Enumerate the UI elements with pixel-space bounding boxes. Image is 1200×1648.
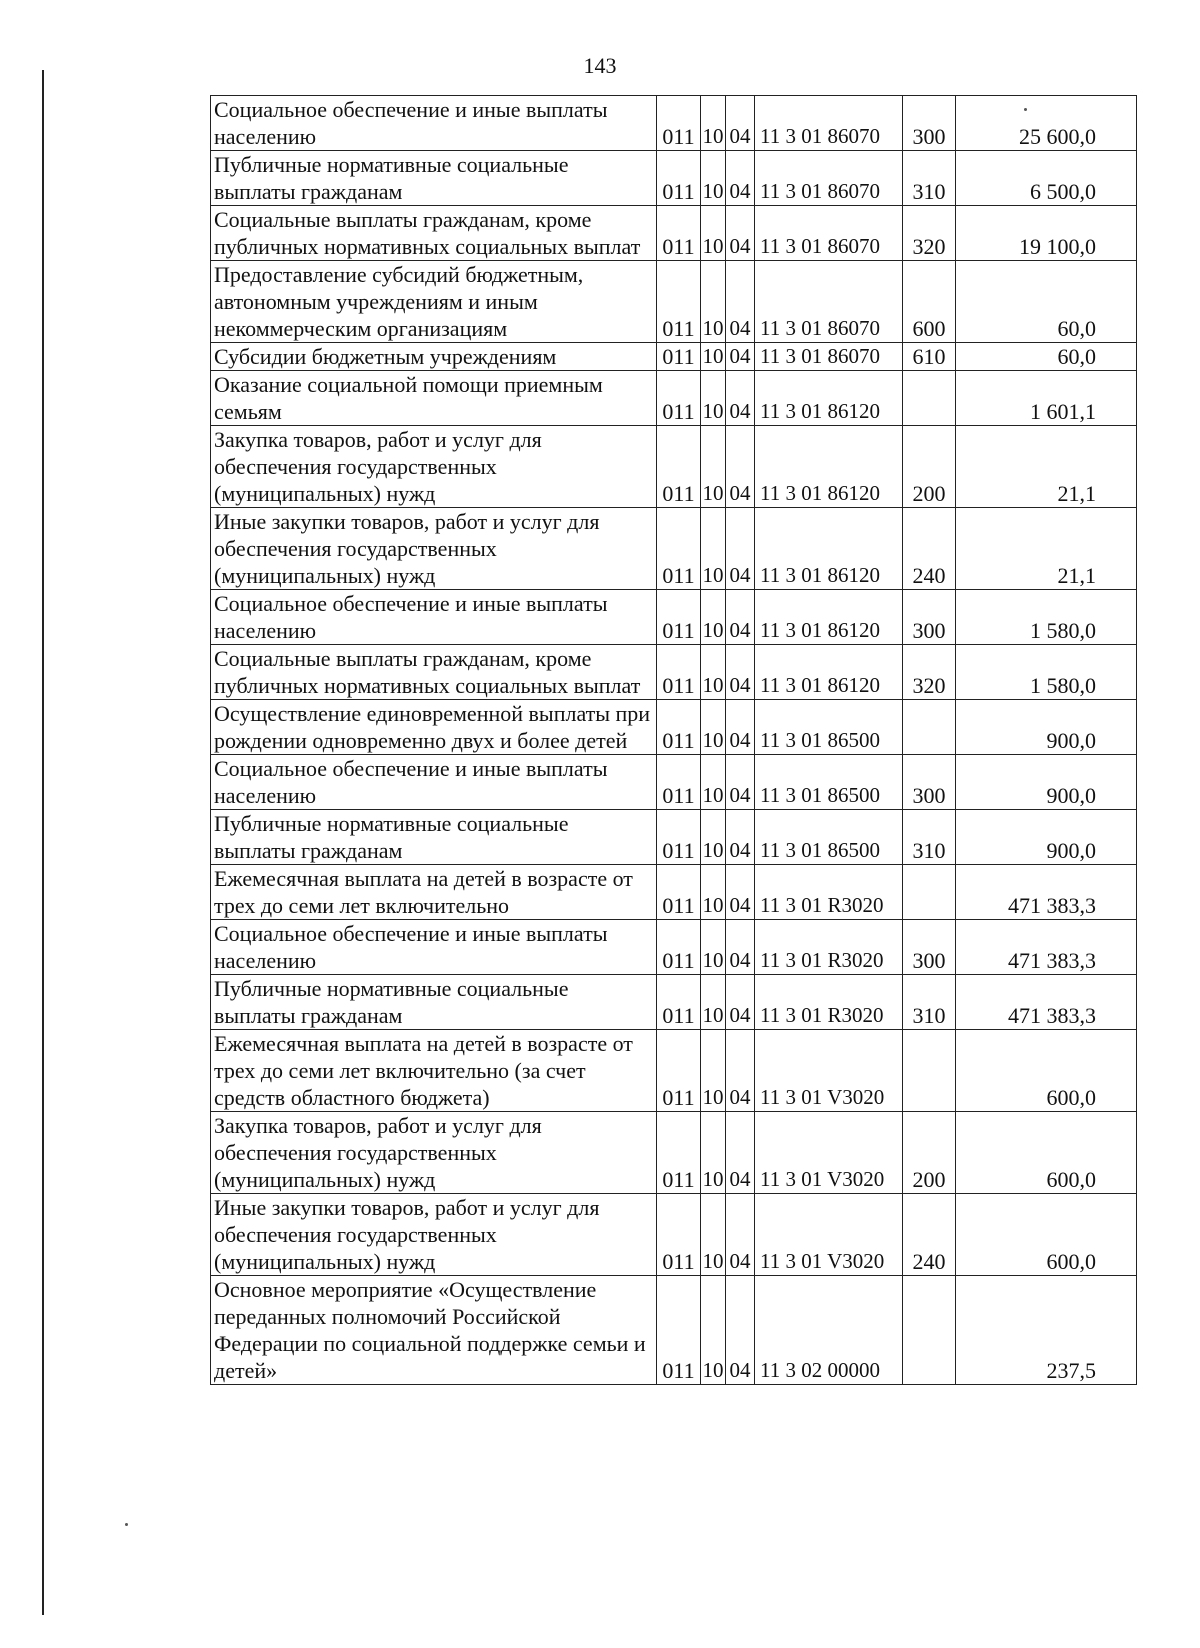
row-name-cell: Социальные выплаты гражданам, кроме публичных нормативных социальных выплат xyxy=(211,645,657,700)
row-expense-type-code xyxy=(903,700,956,755)
scan-speck xyxy=(1024,108,1027,111)
row-target-article-code: 11 3 01 V3020 xyxy=(755,1112,903,1194)
row-subsection-code: 04 xyxy=(726,206,755,261)
row-name-cell: Иные закупки товаров, работ и услуг для обеспечения государственных (муниципальных) нужд xyxy=(211,508,657,590)
row-amount: 21,1 xyxy=(956,426,1137,508)
row-expense-type-code: 240 xyxy=(903,508,956,590)
row-target-article-code: 11 3 01 86500 xyxy=(755,810,903,865)
row-section-code: 10 xyxy=(701,1112,726,1194)
row-amount: 900,0 xyxy=(956,755,1137,810)
table-row xyxy=(211,96,1137,151)
row-section-code: 10 xyxy=(701,1194,726,1276)
row-section-code: 10 xyxy=(701,151,726,206)
row-amount: 19 100,0 xyxy=(956,206,1137,261)
table-row xyxy=(211,508,1137,590)
row-amount: 600,0 xyxy=(956,1194,1137,1276)
table-row xyxy=(211,1276,1137,1385)
row-target-article-code: 11 3 01 86070 xyxy=(755,206,903,261)
table-row xyxy=(211,1112,1137,1194)
row-section-code: 10 xyxy=(701,1030,726,1112)
row-amount: 471 383,3 xyxy=(956,865,1137,920)
row-subsection-code: 04 xyxy=(726,1030,755,1112)
row-ved-code: 011 xyxy=(657,96,701,151)
row-section-code: 10 xyxy=(701,700,726,755)
row-expense-type-code: 610 xyxy=(903,343,956,371)
row-section-code: 10 xyxy=(701,371,726,426)
table-row xyxy=(211,700,1137,755)
row-expense-type-code xyxy=(903,865,956,920)
row-section-code: 10 xyxy=(701,96,726,151)
row-expense-type-code xyxy=(903,1030,956,1112)
row-expense-type-code: 600 xyxy=(903,261,956,343)
row-subsection-code: 04 xyxy=(726,261,755,343)
row-expense-type-code: 200 xyxy=(903,426,956,508)
row-section-code: 10 xyxy=(701,590,726,645)
row-expense-type-code: 310 xyxy=(903,810,956,865)
row-expense-type-code: 300 xyxy=(903,920,956,975)
row-target-article-code: 11 3 01 V3020 xyxy=(755,1194,903,1276)
row-name-cell: Публичные нормативные социальные выплаты гражданам xyxy=(211,810,657,865)
row-amount: 6 500,0 xyxy=(956,151,1137,206)
row-name-cell: Оказание социальной помощи приемным семьям xyxy=(211,371,657,426)
row-target-article-code: 11 3 01 86120 xyxy=(755,590,903,645)
row-target-article-code: 11 3 01 86120 xyxy=(755,508,903,590)
row-ved-code: 011 xyxy=(657,700,701,755)
row-ved-code: 011 xyxy=(657,1194,701,1276)
budget-table xyxy=(210,95,1137,1385)
row-section-code: 10 xyxy=(701,755,726,810)
row-ved-code: 011 xyxy=(657,1112,701,1194)
row-ved-code: 011 xyxy=(657,343,701,371)
row-section-code: 10 xyxy=(701,261,726,343)
row-expense-type-code: 310 xyxy=(903,975,956,1030)
row-name-cell: Ежемесячная выплата на детей в возрасте от трех до семи лет включительно (за счет средств областного бюджета) xyxy=(211,1030,657,1112)
row-section-code: 10 xyxy=(701,865,726,920)
table-row xyxy=(211,645,1137,700)
table-row xyxy=(211,151,1137,206)
row-subsection-code: 04 xyxy=(726,508,755,590)
row-subsection-code: 04 xyxy=(726,865,755,920)
row-amount: 900,0 xyxy=(956,810,1137,865)
row-expense-type-code: 310 xyxy=(903,151,956,206)
row-name-cell: Осуществление единовременной выплаты при рождении одновременно двух и более детей xyxy=(211,700,657,755)
table-row xyxy=(211,920,1137,975)
row-target-article-code: 11 3 01 86120 xyxy=(755,645,903,700)
row-subsection-code: 04 xyxy=(726,645,755,700)
row-subsection-code: 04 xyxy=(726,426,755,508)
row-expense-type-code: 300 xyxy=(903,96,956,151)
row-name-cell: Иные закупки товаров, работ и услуг для обеспечения государственных (муниципальных) нужд xyxy=(211,1194,657,1276)
row-expense-type-code: 300 xyxy=(903,755,956,810)
row-name-cell: Предоставление субсидий бюджетным, автономным учреждениям и иным некоммерческим организациям xyxy=(211,261,657,343)
row-target-article-code: 11 3 01 86070 xyxy=(755,151,903,206)
row-target-article-code: 11 3 01 R3020 xyxy=(755,920,903,975)
row-name-cell: Социальное обеспечение и иные выплаты населению xyxy=(211,590,657,645)
row-subsection-code: 04 xyxy=(726,590,755,645)
row-subsection-code: 04 xyxy=(726,371,755,426)
row-amount: 1 580,0 xyxy=(956,645,1137,700)
row-amount: 25 600,0 xyxy=(956,96,1137,151)
row-amount: 471 383,3 xyxy=(956,975,1137,1030)
row-section-code: 10 xyxy=(701,975,726,1030)
row-expense-type-code: 200 xyxy=(903,1112,956,1194)
row-expense-type-code: 320 xyxy=(903,645,956,700)
row-amount: 21,1 xyxy=(956,508,1137,590)
row-ved-code: 011 xyxy=(657,371,701,426)
row-name-cell: Публичные нормативные социальные выплаты гражданам xyxy=(211,151,657,206)
row-target-article-code: 11 3 01 R3020 xyxy=(755,975,903,1030)
row-name-cell: Социальные выплаты гражданам, кроме публичных нормативных социальных выплат xyxy=(211,206,657,261)
row-expense-type-code: 240 xyxy=(903,1194,956,1276)
row-ved-code: 011 xyxy=(657,590,701,645)
table-row xyxy=(211,810,1137,865)
table-row xyxy=(211,261,1137,343)
row-name-cell: Социальное обеспечение и иные выплаты населению xyxy=(211,96,657,151)
row-name-cell: Субсидии бюджетным учреждениям xyxy=(211,343,657,371)
row-amount: 60,0 xyxy=(956,343,1137,371)
row-target-article-code: 11 3 01 86120 xyxy=(755,371,903,426)
row-section-code: 10 xyxy=(701,920,726,975)
row-target-article-code: 11 3 01 86070 xyxy=(755,96,903,151)
table-row xyxy=(211,206,1137,261)
row-subsection-code: 04 xyxy=(726,1276,755,1385)
row-ved-code: 011 xyxy=(657,151,701,206)
row-section-code: 10 xyxy=(701,343,726,371)
row-amount: 600,0 xyxy=(956,1030,1137,1112)
row-name-cell: Закупка товаров, работ и услуг для обеспечения государственных (муниципальных) нужд xyxy=(211,1112,657,1194)
row-ved-code: 011 xyxy=(657,755,701,810)
row-target-article-code: 11 3 01 V3020 xyxy=(755,1030,903,1112)
row-section-code: 10 xyxy=(701,206,726,261)
row-ved-code: 011 xyxy=(657,645,701,700)
row-amount: 600,0 xyxy=(956,1112,1137,1194)
row-section-code: 10 xyxy=(701,810,726,865)
row-subsection-code: 04 xyxy=(726,151,755,206)
table-row xyxy=(211,1194,1137,1276)
row-subsection-code: 04 xyxy=(726,975,755,1030)
row-section-code: 10 xyxy=(701,508,726,590)
table-row xyxy=(211,865,1137,920)
table-row xyxy=(211,975,1137,1030)
table-row xyxy=(211,755,1137,810)
row-amount: 900,0 xyxy=(956,700,1137,755)
binding-edge-line xyxy=(42,70,44,1615)
row-target-article-code: 11 3 01 86500 xyxy=(755,755,903,810)
row-ved-code: 011 xyxy=(657,865,701,920)
budget-table-body xyxy=(211,96,1137,1385)
row-amount: 237,5 xyxy=(956,1276,1137,1385)
row-subsection-code: 04 xyxy=(726,920,755,975)
row-name-cell: Публичные нормативные социальные выплаты гражданам xyxy=(211,975,657,1030)
row-target-article-code: 11 3 01 86120 xyxy=(755,426,903,508)
row-subsection-code: 04 xyxy=(726,810,755,865)
row-subsection-code: 04 xyxy=(726,700,755,755)
page-number: 143 xyxy=(583,53,617,78)
row-ved-code: 011 xyxy=(657,810,701,865)
row-name-cell: Закупка товаров, работ и услуг для обеспечения государственных (муниципальных) нужд xyxy=(211,426,657,508)
row-name-cell: Социальное обеспечение и иные выплаты населению xyxy=(211,920,657,975)
row-ved-code: 011 xyxy=(657,1030,701,1112)
table-row xyxy=(211,1030,1137,1112)
row-expense-type-code xyxy=(903,371,956,426)
row-amount: 1 601,1 xyxy=(956,371,1137,426)
row-section-code: 10 xyxy=(701,645,726,700)
row-ved-code: 011 xyxy=(657,426,701,508)
table-row xyxy=(211,343,1137,371)
scan-speck xyxy=(125,1523,128,1526)
row-ved-code: 011 xyxy=(657,508,701,590)
row-target-article-code: 11 3 02 00000 xyxy=(755,1276,903,1385)
row-expense-type-code: 320 xyxy=(903,206,956,261)
row-ved-code: 011 xyxy=(657,1276,701,1385)
row-amount: 471 383,3 xyxy=(956,920,1137,975)
row-name-cell: Социальное обеспечение и иные выплаты населению xyxy=(211,755,657,810)
row-target-article-code: 11 3 01 86070 xyxy=(755,261,903,343)
row-expense-type-code xyxy=(903,1276,956,1385)
row-ved-code: 011 xyxy=(657,920,701,975)
row-amount: 60,0 xyxy=(956,261,1137,343)
row-name-cell: Ежемесячная выплата на детей в возрасте от трех до семи лет включительно xyxy=(211,865,657,920)
row-amount: 1 580,0 xyxy=(956,590,1137,645)
row-section-code: 10 xyxy=(701,426,726,508)
table-row xyxy=(211,426,1137,508)
row-target-article-code: 11 3 01 86500 xyxy=(755,700,903,755)
row-target-article-code: 11 3 01 R3020 xyxy=(755,865,903,920)
row-expense-type-code: 300 xyxy=(903,590,956,645)
row-subsection-code: 04 xyxy=(726,1112,755,1194)
table-row xyxy=(211,590,1137,645)
row-subsection-code: 04 xyxy=(726,755,755,810)
row-target-article-code: 11 3 01 86070 xyxy=(755,343,903,371)
row-subsection-code: 04 xyxy=(726,1194,755,1276)
row-subsection-code: 04 xyxy=(726,343,755,371)
row-section-code: 10 xyxy=(701,1276,726,1385)
row-name-cell: Основное мероприятие «Осуществление переданных полномочий Российской Федерации по социальной поддержке семьи и детей» xyxy=(211,1276,657,1385)
row-ved-code: 011 xyxy=(657,206,701,261)
row-ved-code: 011 xyxy=(657,261,701,343)
row-subsection-code: 04 xyxy=(726,96,755,151)
table-row xyxy=(211,371,1137,426)
row-ved-code: 011 xyxy=(657,975,701,1030)
